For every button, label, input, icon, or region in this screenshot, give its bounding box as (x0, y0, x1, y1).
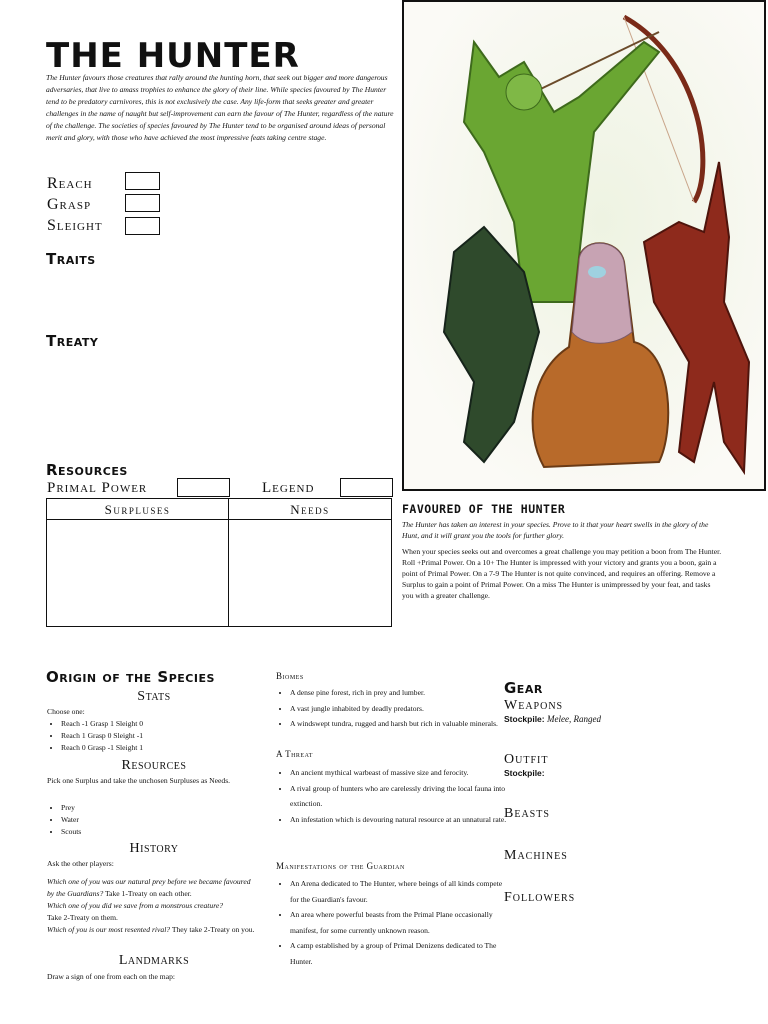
origin-stats-intro: Choose one: (47, 707, 85, 716)
page-title: THE HUNTER (46, 36, 300, 76)
biomes-list (276, 685, 508, 732)
legend-box[interactable] (340, 478, 393, 497)
resource-option: • Prey (61, 802, 271, 814)
stat-grasp-label: Grasp (47, 196, 92, 213)
needs-header: Needs (229, 499, 391, 520)
origin-stats-heading: Stats (137, 689, 171, 704)
gear-heading: Gear (504, 679, 543, 697)
gear-beasts-label: Beasts (504, 806, 550, 821)
stats-option: • Reach 1 Grasp 0 Sleight -1 (61, 730, 271, 742)
favoured-intro: The Hunter has taken an interest in your species. Prove to it that your heart swells in the glory of the Hunt, and it will grant you the tools for further glory. (402, 520, 709, 540)
primal-power-label: Primal Power (47, 480, 148, 496)
origin-resources-intro: Pick one Surplus and take the unchosen Surpluses as Needs. (47, 776, 231, 785)
threat-item: • A rival group of hunters who are carelessly driving the local fauna into extinction. (290, 781, 508, 812)
biome-item: • A vast jungle inhabited by deadly predators. (290, 701, 508, 717)
favoured-title: FAVOURED OF THE HUNTER (402, 502, 566, 516)
manifestation-item: • A camp established by a group of Primal Denizens dedicated to The Hunter. (290, 938, 508, 969)
gear-outfit-label: Outfit (504, 752, 549, 767)
manifestations-list (276, 876, 508, 969)
biome-item: • A windswept tundra, rugged and harsh but rich in valuable minerals. (290, 716, 508, 732)
stats-option: • Reach -1 Grasp 1 Sleight 0 (61, 718, 271, 730)
outfit-stockpile: Stockpile: (504, 768, 545, 778)
manifestation-item: • An area where powerful beasts from the Primal Plane occasionally manifest, for some currently unknown reason. (290, 907, 508, 938)
manifestations-heading: Manifestations of the Guardian (276, 861, 405, 871)
threat-heading: A Threat (276, 749, 313, 759)
gear-machines-label: Machines (504, 848, 568, 863)
resource-option: • Water (61, 814, 271, 826)
intro-text: The Hunter favours those creatures that rally around the hunting horn, that seek out bigger and more dangerous adversaries, that live to amass trophies to enhance the glory of their line. While species favoured by The Hunter tend to be predatory carnivores, this is not exclusively the case. Any life-form that seeks greater and greater challenges in the name of naught but self-improvement can earn the favour of The Hunter, regardless of the nature of the challenge. The societies of species favoured by The Hunter tend to be organised around ideas of personal merit and glory, with those who have achieved the most impressive feats taking centre stage. (46, 73, 394, 142)
needs-field[interactable] (229, 520, 391, 626)
surpluses-needs-table (46, 498, 392, 627)
stats-option: • Reach 0 Grasp -1 Sleight 1 (61, 742, 271, 754)
threat-item: • An infestation which is devouring natural resource at an unnatural rate. (290, 812, 508, 828)
origin-heading: Origin of the Species (46, 668, 215, 686)
creatures-illustration (404, 2, 764, 489)
history-answer: They take 2-Treaty on you. (170, 925, 255, 934)
origin-resources-list (47, 802, 271, 838)
origin-stats-list (47, 718, 271, 754)
origin-history-questions (47, 876, 259, 936)
favoured-body: When your species seeks out and overcomes a great challenge you may petition a boon from The Hunter. Roll +Primal Power. On a 10+ The Hunter is impressed with your victory and grants you a boon, gain a point of Primal Power. On a 7-9 The Hunter is not quite convinced, and requires an offering. Remove a Surplus to gain a point of Primal Power. On a miss The Hunter is unimpressed by your feat, and tasks you with a greater challenge. (402, 547, 722, 600)
traits-heading: Traits (46, 250, 96, 268)
treaty-heading: Treaty (46, 332, 99, 350)
stockpile-value: Melee, Ranged (547, 714, 601, 724)
stat-sleight-box[interactable] (125, 217, 160, 235)
threat-item: • An ancient mythical warbeast of massive size and ferocity. (290, 765, 508, 781)
resources-heading: Resources (46, 461, 128, 479)
surpluses-header: Surpluses (47, 499, 228, 520)
stat-reach-box[interactable] (125, 172, 160, 190)
history-question: Which one of you did we save from a monstrous creature? (47, 901, 224, 910)
origin-landmarks-heading: Landmarks (118, 953, 190, 968)
history-answer: Take 2-Treaty on them. (47, 913, 118, 922)
biome-item: • A dense pine forest, rich in prey and lumber. (290, 685, 508, 701)
surpluses-field[interactable] (47, 520, 228, 626)
stat-grasp-box[interactable] (125, 194, 160, 212)
hunter-artwork (402, 0, 766, 491)
stockpile-label: Stockpile: (504, 714, 545, 724)
stat-sleight-label: Sleight (47, 217, 103, 234)
origin-landmarks-intro: Draw a sign of one from each on the map: (47, 972, 175, 981)
biomes-heading: Biomes (276, 671, 304, 681)
legend-label: Legend (262, 480, 315, 496)
gear-weapons-label: Weapons (504, 698, 564, 713)
manifestation-item: • An Arena dedicated to The Hunter, where beings of all kinds compete for the Guardian's favour. (290, 876, 508, 907)
origin-history-intro: Ask the other players: (47, 859, 114, 868)
gear-followers-label: Followers (504, 890, 576, 905)
origin-history-heading: History (129, 841, 179, 856)
history-question: Which one of you was our natural prey before we became favoured by the Guardians? (47, 877, 251, 898)
threat-list (276, 765, 508, 827)
history-question: Which of you is our most resented rival? (47, 925, 171, 934)
resource-option: • Scouts (61, 826, 271, 838)
history-answer: Take 1-Treaty on each other. (103, 889, 192, 898)
stat-reach-label: Reach (47, 175, 93, 192)
weapons-stockpile (504, 714, 601, 724)
primal-power-box[interactable] (177, 478, 230, 497)
origin-resources-heading: Resources (121, 758, 187, 773)
